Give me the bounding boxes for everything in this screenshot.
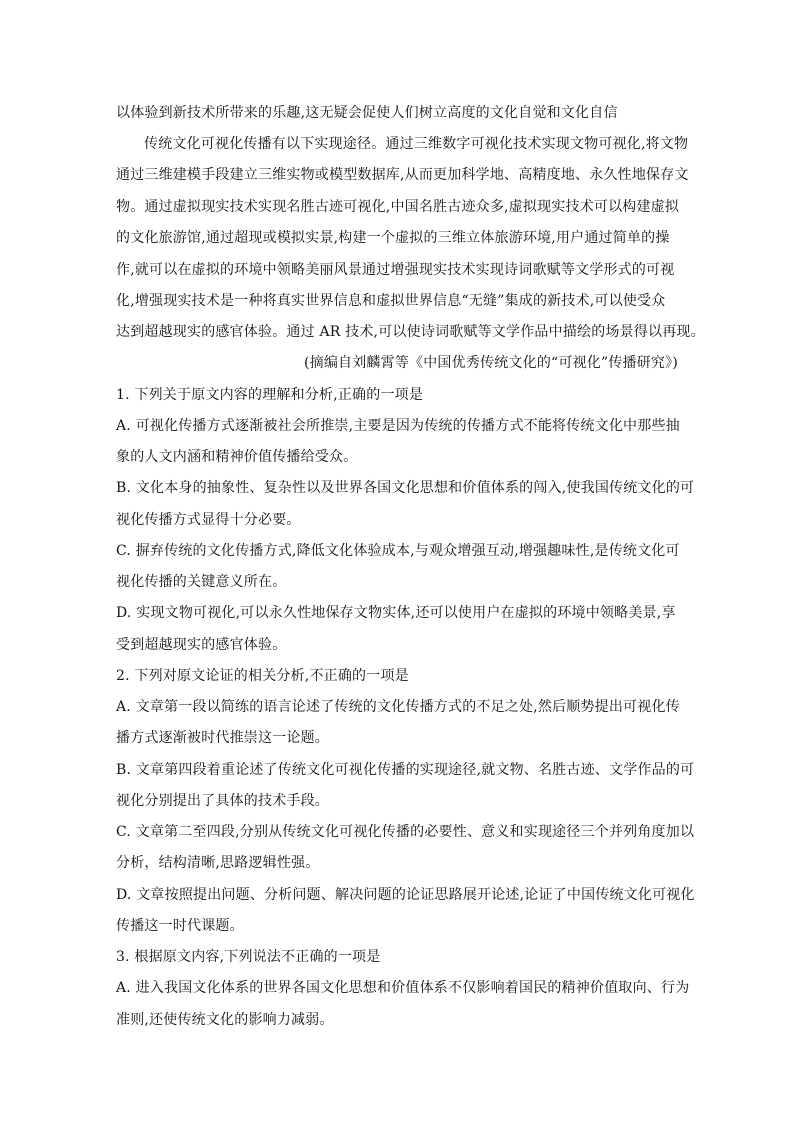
question-2-option-c: C. 文章第二至四段,分别从传统文化可视化传播的必要性、意义和实现途径三个并列角度加以 [116, 824, 695, 840]
question-2-option-d: D. 文章按照提出问题、分析问题、解决问题的论证思路展开论述,论证了中国传统文化可视化 [116, 887, 695, 903]
question-2-option-d-cont: 传播这一时代课题。 [116, 918, 244, 934]
paragraph-line: 达到超越现实的感官体验。通过 AR 技术,可以使诗词歌赋等文学作品中描绘的场景得以再现。 [116, 324, 705, 340]
question-1-option-c: C. 摒弃传统的文化传播方式,降低文化体验成本,与观众增强互动,增强趣味性,是传统文化可 [116, 543, 680, 559]
question-1-option-b-cont: 视化传播方式显得十分必要。 [116, 512, 301, 528]
paragraph-line: 以体验到新技术所带来的乐趣,这无疑会促使人们树立高度的文化自觉和文化自信 [116, 105, 618, 121]
question-2-option-b-cont: 视化分别提出了具体的技术手段。 [116, 793, 329, 809]
question-3-stem: 3. 根据原文内容,下列说法不正确的一项是 [116, 949, 381, 965]
question-3-option-a-cont: 准则,还使传统文化的影响力减弱。 [116, 1012, 334, 1028]
question-2-option-a: A. 文章第一段以简练的语言论述了传统的文化传播方式的不足之处,然后顺势提出可视化传 [116, 699, 680, 715]
question-3-option-a: A. 进入我国文化体系的世界各国文化思想和价值体系不仅影响着国民的精神价值取向、行为 [116, 980, 690, 996]
source-citation: (摘编自刘麟霄等《中国优秀传统文化的“可视化”传播研究》) [303, 355, 678, 371]
question-1-option-b: B. 文化本身的抽象性、复杂性以及世界各国文化思想和价值体系的闯入,使我国传统文化的可 [116, 480, 695, 496]
question-1-option-d: D. 实现文物可视化,可以永久性地保存文物实体,还可以使用户在虚拟的环境中领略美景,享 [116, 605, 676, 621]
question-2-stem: 2. 下列对原文论证的相关分析,不正确的一项是 [116, 668, 409, 684]
paragraph-line: 物。通过虚拟现实技术实现名胜古迹可视化,中国名胜古迹众多,虚拟现实技术可以构建虚拟 [116, 199, 680, 215]
question-1-option-a-cont: 象的人文内涵和精神价值传播给受众。 [116, 449, 358, 465]
question-1-stem: 1. 下列关于原文内容的理解和分析,正确的一项是 [116, 387, 424, 403]
question-2-option-c-cont: 分析，结构清晰,思路逻辑性强。 [116, 855, 320, 871]
question-1-option-d-cont: 受到超越现实的感官体验。 [116, 637, 287, 653]
question-1-option-c-cont: 视化传播的关键意义所在。 [116, 574, 287, 590]
paragraph-line: 传统文化可视化传播有以下实现途径。通过三维数字可视化技术实现文物可视化,将文物 [144, 136, 689, 152]
question-2-option-b: B. 文章第四段着重论述了传统文化可视化传播的实现途径,就文物、名胜古迹、文学作品的可 [116, 762, 695, 778]
paragraph-line: 的文化旅游馆,通过超现或模拟实景,构建一个虚拟的三维立体旅游环境,用户通过简单的操 [116, 230, 670, 246]
question-1-option-a: A. 可视化传播方式逐渐被社会所推崇,主要是因为传统的传播方式不能将传统文化中那些抽 [116, 418, 680, 434]
question-2-option-a-cont: 播方式逐渐被时代推崇这一论题。 [116, 730, 329, 746]
paragraph-line: 化,增强现实技术是一种将真实世界信息和虚拟世界信息“无缝”集成的新技术,可以使受众 [116, 293, 666, 309]
paragraph-line: 作,就可以在虚拟的环境中领略美丽风景通过增强现实技术实现诗词歌赋等文学形式的可视 [116, 262, 675, 278]
paragraph-line: 通过三维建模手段建立三维实物或模型数据库,从而更加科学地、高精度地、永久性地保存文 [116, 167, 689, 183]
